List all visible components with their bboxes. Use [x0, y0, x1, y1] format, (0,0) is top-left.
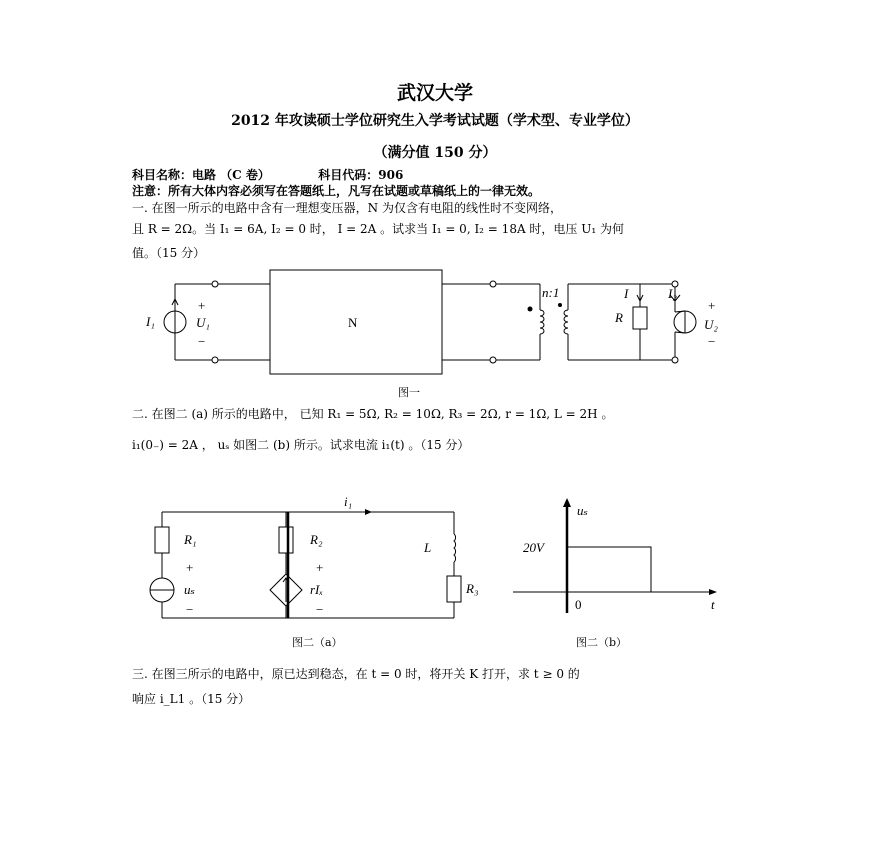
q2-line1: 二. 在图二 (a) 所示的电路中， 已知 R₁ = 5Ω, R₂ = 10Ω, R₃ = 2Ω, r = 1Ω, L = 2H 。 — [132, 407, 614, 421]
fig1-minus-right: − — [708, 334, 716, 349]
us-axis-label: uₛ — [577, 503, 588, 518]
fig1-label-R: R — [615, 310, 623, 325]
q1-line2: 且 R = 2Ω。当 I₁ = 6A, I₂ = 0 时， I = 2A 。试求当 I₁ = 0, I₂ = 18A 时，电压 U₁ 为何 — [132, 222, 624, 236]
fig2a-label-R1: R₁ — [184, 532, 197, 547]
full-score: （满分值 150 分） — [373, 145, 497, 161]
university-title: 武汉大学 — [396, 82, 473, 104]
q1-line1: 一. 在图一所示的电路中含有一理想变压器，N 为仅含有电阻的线性时不变网络， — [132, 201, 562, 215]
fig2a-plus-left: + — [186, 560, 194, 575]
figure-2b-plot — [505, 495, 735, 620]
fig1-label-U2: U₂ — [704, 317, 718, 332]
fig2a-minus-mid: − — [316, 602, 324, 617]
fig1-label-U1: U₁ — [196, 315, 210, 330]
q3-line1: 三. 在图三所示的电路中，原已达到稳态，在 t = 0 时，将开关 K 打开，求 t ≥ 0 的 — [132, 667, 580, 681]
t-axis-label: t — [711, 597, 715, 612]
fig2a-label-R3: R₃ — [466, 581, 479, 596]
fig1-label-N: N — [348, 315, 358, 330]
fig2a-label-L: L — [424, 540, 432, 555]
figure-1-circuit — [130, 262, 730, 402]
fig1-plus-right: + — [708, 298, 716, 313]
origin-label: 0 — [575, 597, 582, 612]
fig2a-label-us: uₛ — [184, 582, 195, 597]
q2-line2: i₁(0₋) = 2A ， uₛ 如图二 (b) 所示。试求电流 i₁(t) 。（15 分） — [132, 438, 470, 452]
notice: 注意：所有大体内容必须写在答题纸上，凡写在试题或草稿纸上的一律无效。 — [132, 184, 541, 198]
fig1-label-I: I — [624, 286, 629, 301]
fig2a-plus-mid: + — [316, 560, 324, 575]
figure-2b-caption: 图二（b） — [576, 636, 628, 649]
fig2a-label-rIx: rIₓ — [310, 582, 324, 597]
subject-name: 科目名称：电路 （C 卷） — [132, 168, 270, 182]
exam-title: 2012 年攻读硕士学位研究生入学考试试题（学术型、专业学位） — [231, 113, 639, 129]
subject-code: 科目代码：906 — [318, 168, 404, 182]
figure-2a-caption: 图二（a） — [292, 636, 343, 649]
figure-2a-circuit — [140, 492, 500, 627]
level-label: 20V — [523, 540, 544, 555]
fig1-plus-left: + — [198, 298, 206, 313]
fig2a-label-R2: R₂ — [310, 532, 323, 547]
fig2a-minus-left: − — [186, 602, 194, 617]
fig1-label-I2: I₂ — [668, 286, 677, 301]
us-pulse-line — [567, 547, 651, 592]
subject-line — [132, 166, 403, 183]
q1-line3: 值。（15 分） — [132, 246, 206, 260]
fig1-label-I1: I₁ — [146, 314, 155, 329]
fig1-minus-left: − — [198, 334, 206, 349]
fig1-label-ratio: n:1 — [542, 285, 560, 300]
fig2a-label-i1: i₁ — [344, 494, 353, 509]
q3-line2: 响应 i_L1 。（15 分） — [132, 692, 251, 706]
figure-1-caption: 图一 — [398, 386, 420, 399]
